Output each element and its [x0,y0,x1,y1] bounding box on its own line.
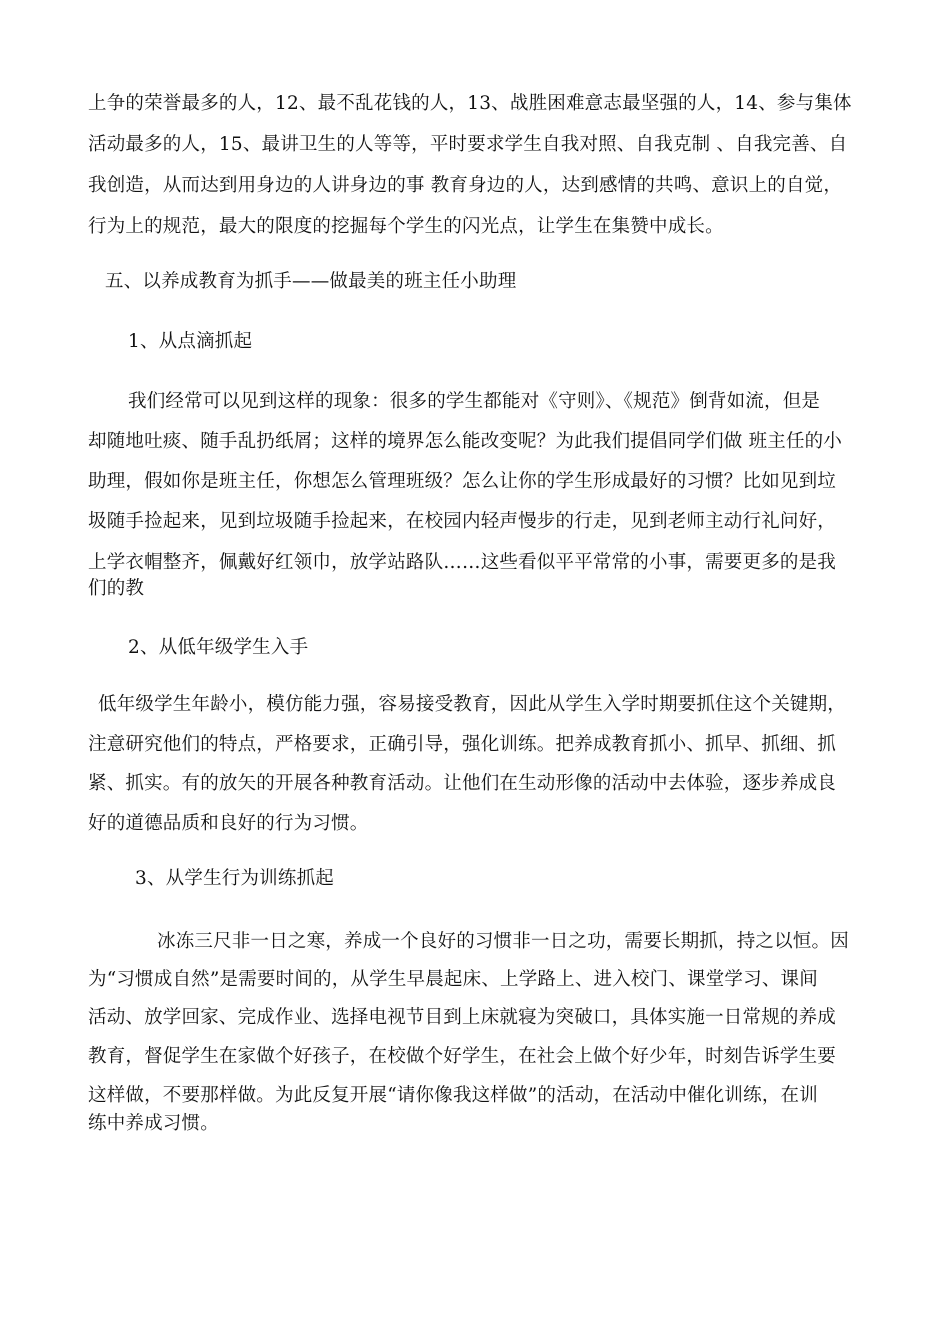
paragraph-2-line-5: 上学衣帽整齐，佩戴好红领巾，放学站路队……这些看似平平常常的小事，需要更多的是我 [88,552,837,573]
paragraph-2-line-3: 助理，假如你是班主任，你想怎么管理班级？怎么让你的学生形成最好的习惯？比如见到垃 [88,471,837,492]
paragraph-1-line-1: 上争的荣誉最多的人，12、最不乱花钱的人，13、战胜困难意志最坚强的人，14、参与集体 [88,93,852,114]
paragraph-1-line-4: 行为上的规范，最大的限度的挖掘每个学生的闪光点，让学生在集赞中成长。 [88,216,724,237]
paragraph-3-line-4: 好的道德品质和良好的行为习惯。 [88,813,369,834]
paragraph-2-line-6: 们的教 [88,578,145,599]
paragraph-4-line-2: 为“习惯成自然”是需要时间的，从学生早晨起床、上学路上、进入校门、课堂学习、课间 [88,969,818,990]
paragraph-4-line-6: 练中养成习惯。 [88,1113,219,1134]
paragraph-1-line-3: 我创造，从而达到用身边的人讲身边的事 教育身边的人，达到感情的共鸣、意识上的自觉， [88,175,843,196]
paragraph-1-line-2: 活动最多的人，15、最讲卫生的人等等，平时要求学生自我对照、自我克制 、自我完善、自 [88,134,848,155]
paragraph-3-line-2: 注意研究他们的特点，严格要求，正确引导，强化训练。把养成教育抓小、抓早、抓细、抓 [88,734,837,755]
paragraph-2-line-1: 我们经常可以见到这样的现象：很多的学生都能对《守则》、《规范》倒背如流，但是 [128,391,821,412]
paragraph-4-line-1: 冰冻三尺非一日之寒，养成一个良好的习惯非一日之功，需要长期抓，持之以恒。因 [157,931,849,952]
subheading-1: 1、从点滴抓起 [128,331,253,352]
paragraph-3-line-1: 低年级学生年龄小，模仿能力强，容易接受教育，因此从学生入学时期要抓住这个关键期， [98,694,847,715]
paragraph-4-line-3: 活动、放学回家、完成作业、选择电视节目到上床就寝为突破口，具体实施一日常规的养成 [88,1007,837,1028]
paragraph-2-line-4: 圾随手捡起来，见到垃圾随手捡起来，在校园内轻声慢步的行走，见到老师主动行礼问好， [88,511,837,532]
section-5-heading: 五、以养成教育为抓手——做最美的班主任小助理 [105,271,517,292]
paragraph-3-line-3: 紧、抓实。有的放矢的开展各种教育活动。让他们在生动形像的活动中去体验，逐步养成良 [88,773,837,794]
paragraph-4-line-5: 这样做，不要那样做。为此反复开展“请你像我这样做”的活动，在活动中催化训练，在训 [88,1085,818,1106]
paragraph-4-line-4: 教育，督促学生在家做个好孩子，在校做个好学生，在社会上做个好少年，时刻告诉学生要 [88,1046,837,1067]
subheading-3: 3、从学生行为训练抓起 [135,868,334,889]
subheading-2: 2、从低年级学生入手 [128,637,309,658]
paragraph-2-line-2: 却随地吐痰、随手乱扔纸屑；这样的境界怎么能改变呢？为此我们提倡同学们做 班主任的小 [88,431,843,452]
